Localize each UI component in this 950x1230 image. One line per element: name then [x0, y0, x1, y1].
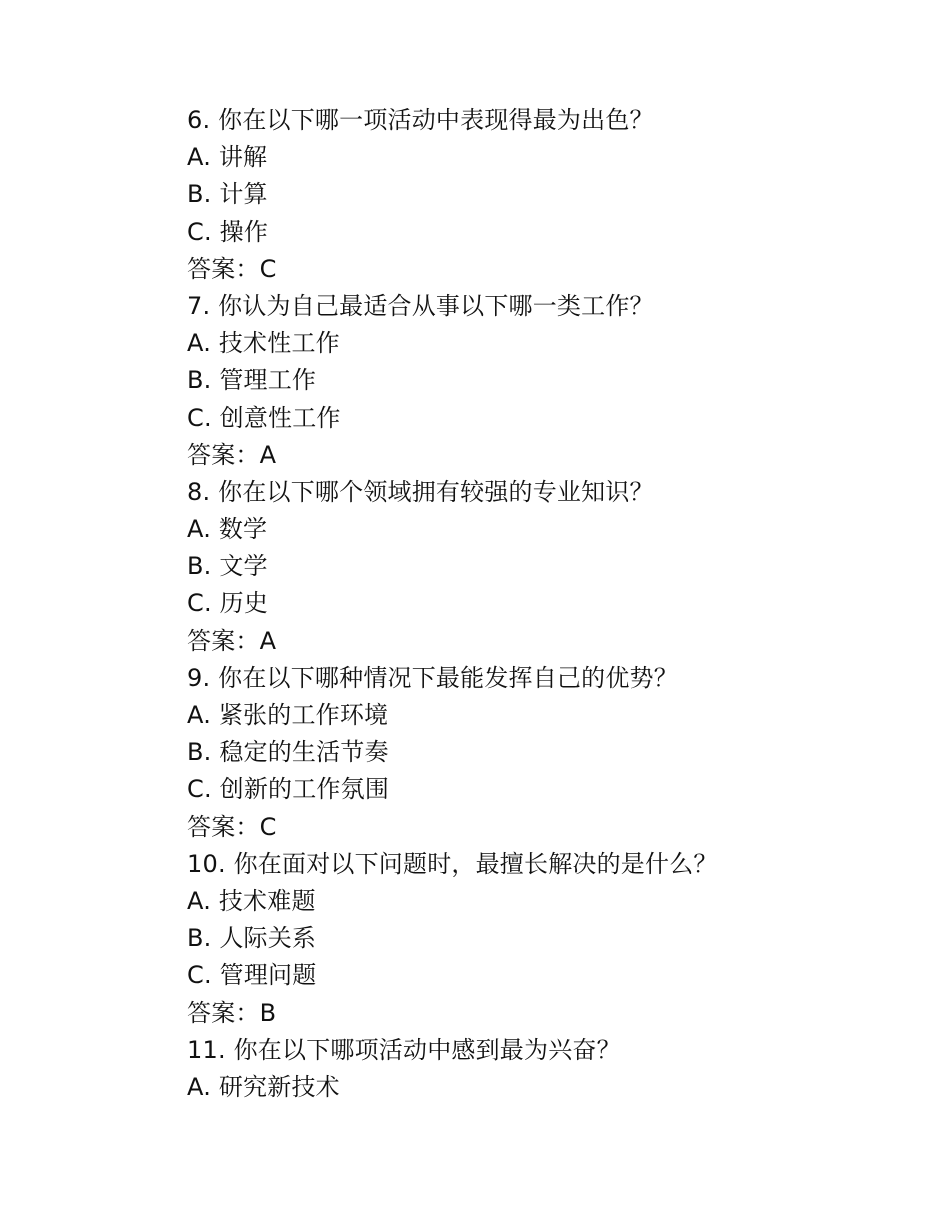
answer-text: 答案：B	[187, 998, 277, 1027]
question-text: 11. 你在以下哪项活动中感到最为兴奋？	[187, 1035, 621, 1064]
option-c: C. 创新的工作氛围	[187, 775, 390, 804]
option-b: B. 管理工作	[187, 366, 317, 395]
option-a: A. 数学	[187, 515, 268, 544]
question-block	[187, 288, 867, 474]
answer-text: 答案：C	[187, 254, 277, 283]
question-text: 10. 你在面对以下问题时，最擅长解决的是什么？	[187, 849, 718, 878]
option-a: A. 紧张的工作环境	[187, 701, 389, 729]
option-c: C. 操作	[187, 217, 269, 246]
option-a: A. 讲解	[187, 143, 268, 172]
question-block	[187, 846, 867, 1032]
option-a: A. 技术性工作	[187, 329, 340, 358]
question-block	[187, 102, 867, 288]
question-text: 6. 你在以下哪一项活动中表现得最为出色？	[187, 106, 654, 134]
question-block	[187, 474, 867, 660]
option-b: B. 计算	[187, 180, 268, 209]
question-text: 9. 你在以下哪种情况下最能发挥自己的优势？	[187, 663, 678, 692]
option-b: B. 文学	[187, 552, 268, 581]
question-text: 8. 你在以下哪个领域拥有较强的专业知识？	[187, 477, 654, 506]
option-b: B. 稳定的生活节奏	[187, 738, 389, 767]
option-c: C. 创意性工作	[187, 403, 341, 432]
question-text: 7. 你认为自己最适合从事以下哪一类工作？	[187, 291, 654, 320]
option-c: C. 管理问题	[187, 961, 317, 990]
option-a: A. 技术难题	[187, 886, 316, 915]
question-block	[187, 660, 867, 846]
option-c: C. 历史	[187, 589, 269, 618]
answer-text: 答案：A	[187, 626, 277, 655]
questionnaire-body	[187, 102, 867, 1106]
answer-text: 答案：C	[187, 812, 277, 841]
option-a: A. 研究新技术	[187, 1072, 340, 1101]
option-b: B. 人际关系	[187, 924, 317, 953]
answer-text: 答案：A	[187, 440, 277, 469]
question-block	[187, 1032, 867, 1106]
